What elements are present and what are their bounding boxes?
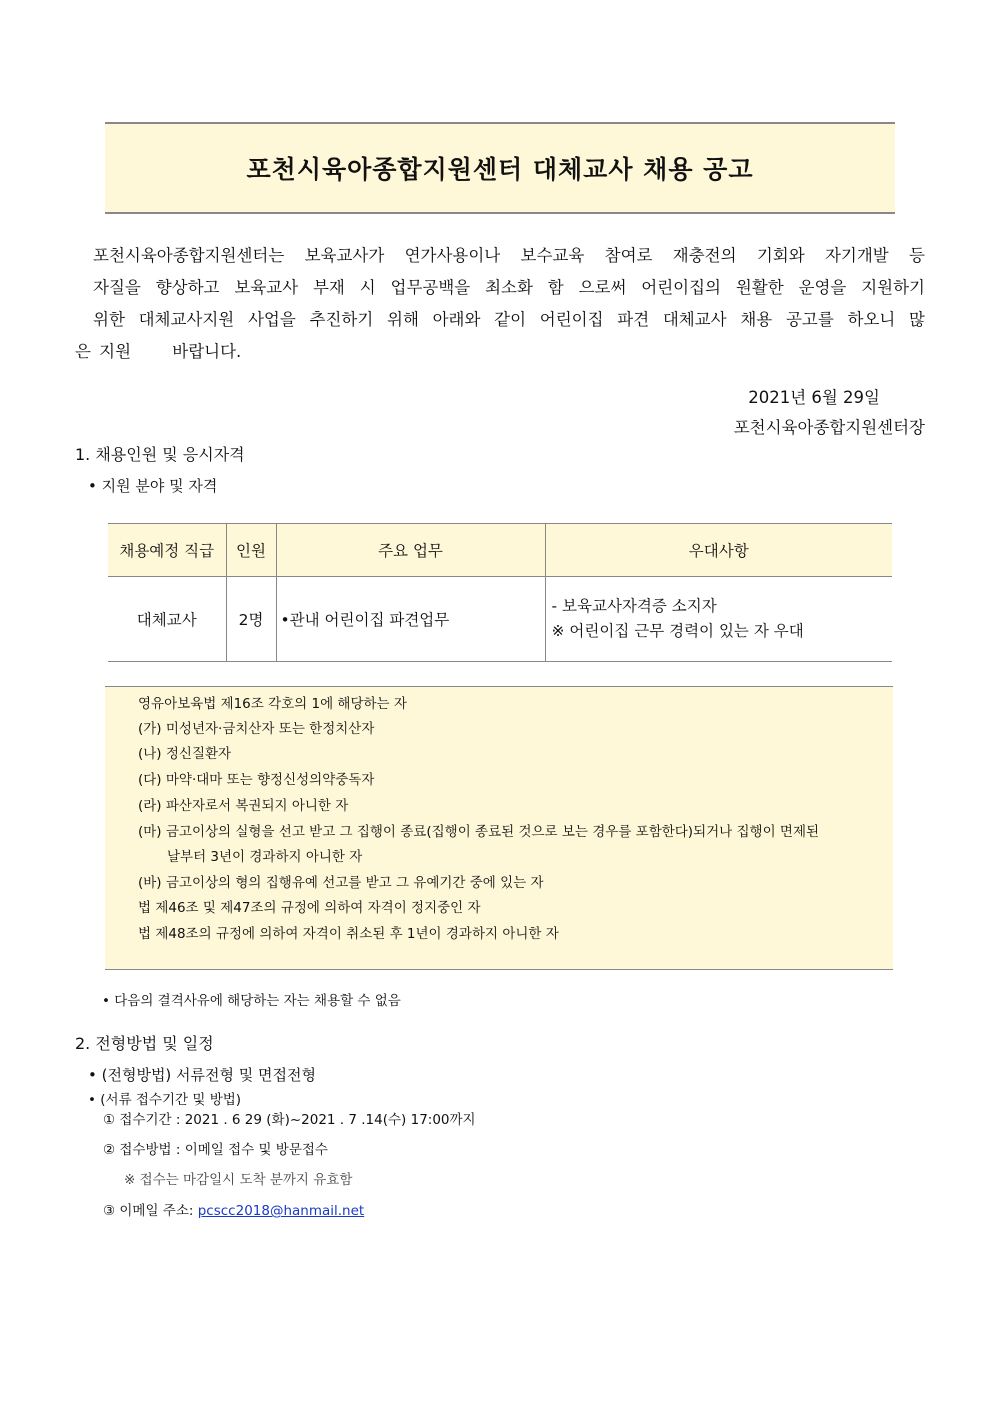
reception-note: ※ 접수는 마감일시 도착 분까지 유효함 — [124, 1172, 353, 1188]
intro-line: 포천시육아종합지원센터는 보육교사가 연가사용이나 보수교육 참여로 재충전의 기회와 자기개발 등 — [93, 246, 925, 265]
table-header: 우대사항 — [545, 524, 892, 577]
table-header-row — [108, 524, 892, 577]
disqualification-item: 영유아보육법 제16조 각호의 1에 해당하는 자 — [138, 696, 407, 712]
disqualification-item: (바) 금고이상의 형의 집행유예 선고를 받고 그 유예기간 중에 있는 자 — [138, 875, 544, 891]
table-header: 채용예정 직급 — [108, 524, 226, 577]
section2-bullet: • (서류 접수기간 및 방법) — [88, 1092, 242, 1108]
announcement-date: 2021년 6월 29일 — [748, 388, 880, 407]
section2-heading: 2. 전형방법 및 일정 — [75, 1034, 214, 1053]
duty-cell: •관내 어린이집 파견업무 — [276, 577, 545, 662]
disqualification-item: (다) 마약·대마 또는 향정신성의약중독자 — [138, 772, 375, 788]
section1-heading: 1. 채용인원 및 응시자격 — [75, 445, 245, 464]
email-line: ③ 이메일 주소: pcscc2018@hanmail.net — [103, 1203, 365, 1219]
disqualification-item: (가) 미성년자·금치산자 또는 한정치산자 — [138, 721, 375, 737]
issuer: 포천시육아종합지원센터장 — [733, 418, 925, 437]
page-title: 포천시육아종합지원센터 대체교사 채용 공고 — [246, 155, 754, 184]
disqualification-item: 법 제48조의 규정에 의하여 자격이 취소된 후 1년이 경과하지 아니한 자 — [138, 926, 559, 942]
intro-line: 은 지원 바랍니다. — [75, 342, 242, 361]
email-link[interactable]: pcscc2018@hanmail.net — [197, 1203, 365, 1219]
title-box — [105, 122, 895, 214]
reception-method: ② 접수방법 : 이메일 접수 및 방문접수 — [103, 1142, 328, 1158]
bullet-icon: • — [88, 1066, 102, 1084]
table-header: 인원 — [226, 524, 276, 577]
count-cell: 2명 — [226, 577, 276, 662]
disqualification-item: 날부터 3년이 경과하지 아니한 자 — [167, 849, 363, 865]
position-table — [108, 523, 892, 662]
table-row — [108, 577, 892, 662]
intro-paragraph — [75, 240, 925, 368]
disqualification-box — [105, 686, 893, 970]
disqualification-item: (나) 정신질환자 — [138, 746, 232, 762]
disqualification-item: (마) 금고이상의 실형을 선고 받고 그 집행이 종료(집행이 종료된 것으로 보는 경우를 포함한다)되거나 집행이 면제된 — [138, 824, 820, 840]
disqualification-note: • 다음의 결격사유에 해당하는 자는 채용할 수 없음 — [102, 993, 401, 1009]
disqualification-item: 법 제46조 및 제47조의 규정에 의하여 자격이 정지중인 자 — [138, 900, 481, 916]
intro-line: 자질을 향상하고 보육교사 부재 시 업무공백을 최소화 함 으로써 어린이집의 원활한 운영을 지원하기 — [93, 278, 925, 297]
section1-bullet: • 지원 분야 및 자격 — [88, 477, 218, 495]
intro-line: 위한 대체교사지원 사업을 추진하기 위해 아래와 같이 어린이집 파견 대체교사 채용 공고를 하오니 많 — [93, 310, 925, 329]
bullet-icon: • — [102, 993, 115, 1009]
position-cell: 대체교사 — [108, 577, 226, 662]
table-header: 주요 업무 — [276, 524, 545, 577]
disqualification-item: (라) 파산자로서 복권되지 아니한 자 — [138, 798, 349, 814]
section2-bullet: • (전형방법) 서류전형 및 면접전형 — [88, 1066, 317, 1084]
reception-period: ① 접수기간 : 2021 . 6 29 (화)~2021 . 7 .14(수) 17:00까지 — [103, 1112, 476, 1128]
bullet-icon: • — [88, 477, 102, 495]
bullet-icon: • — [88, 1092, 101, 1108]
bullet-icon: • — [280, 611, 290, 629]
preference-cell: - 보육교사자격증 소지자 ※ 어린이집 근무 경력이 있는 자 우대 — [545, 577, 892, 662]
